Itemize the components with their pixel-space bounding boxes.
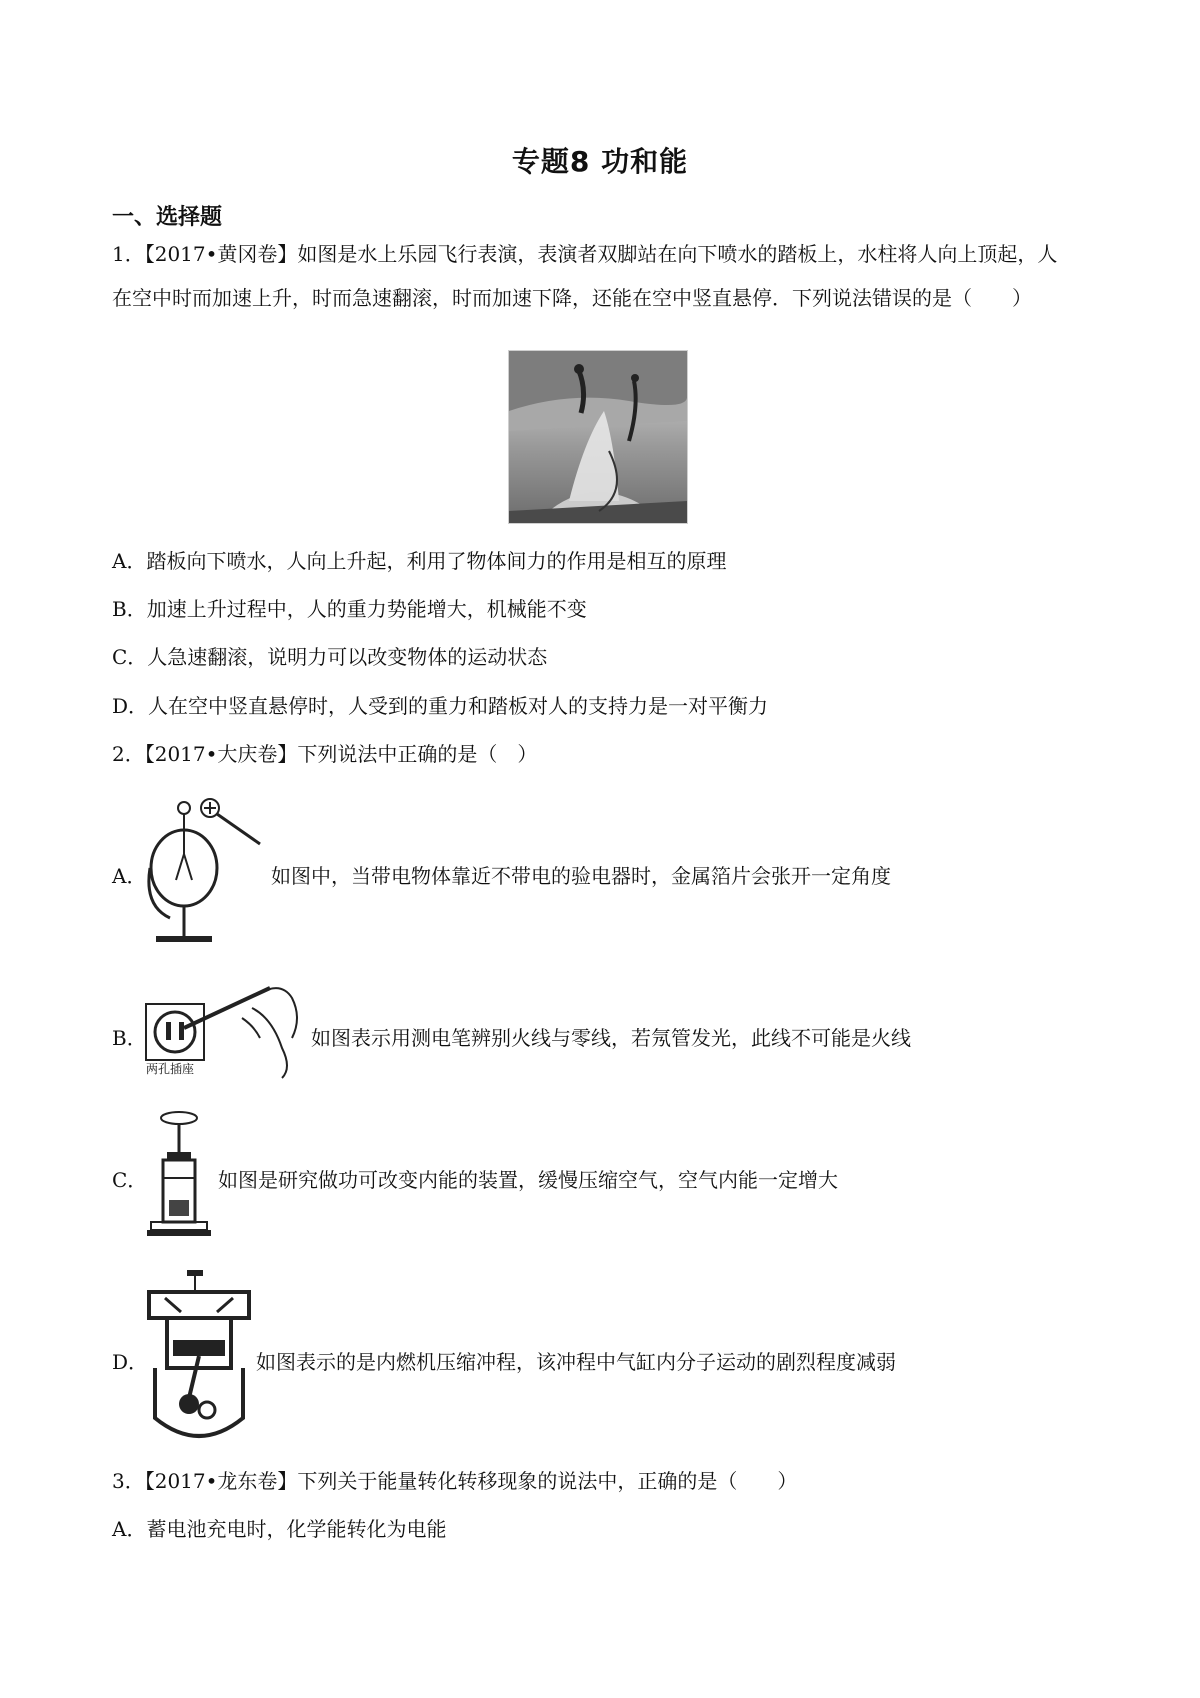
q2-option-c-letter: C． bbox=[112, 1168, 148, 1192]
q2-option-b-text: 如图表示用测电笔辨别火线与零线，若氖管发光，此线不可能是火线 bbox=[311, 1026, 911, 1050]
q2-option-a-letter: A． bbox=[112, 864, 147, 888]
engine-figure bbox=[145, 1268, 255, 1452]
q2-stem: 2．【2017•大庆卷】下列说法中正确的是（ ） bbox=[112, 742, 538, 766]
q2-option-c-text: 如图是研究做功可改变内能的装置，缓慢压缩空气，空气内能一定增大 bbox=[218, 1168, 838, 1192]
q1-stem-line-1: 1．【2017•黄冈卷】如图是水上乐园飞行表演，表演者双脚站在向下喷水的踏板上，水柱将人向上顶起，人 bbox=[112, 242, 1058, 266]
q1-option-a: A．踏板向下喷水，人向上升起，利用了物体间力的作用是相互的原理 bbox=[112, 549, 727, 573]
q1-option-b: B．加速上升过程中，人的重力势能增大，机械能不变 bbox=[112, 597, 587, 621]
water-jetpack-photo bbox=[508, 350, 688, 524]
fire-syringe-icon bbox=[145, 1108, 215, 1248]
socket-caption: 两孔插座 bbox=[146, 1062, 195, 1076]
engine-icon bbox=[145, 1268, 255, 1448]
q3-stem: 3．【2017•龙东卷】下列关于能量转化转移现象的说法中，正确的是（ ） bbox=[112, 1469, 798, 1493]
fire-syringe-figure bbox=[145, 1108, 215, 1252]
electroscope-icon bbox=[142, 796, 272, 956]
q2-option-b-letter: B． bbox=[112, 1026, 147, 1050]
electroscope-figure bbox=[142, 796, 272, 960]
q1-option-c: C．人急速翻滚，说明力可以改变物体的运动状态 bbox=[112, 645, 548, 669]
section-heading: 一、选择题 bbox=[112, 205, 223, 230]
page-title: 专题8 功和能 bbox=[511, 145, 689, 178]
q2-option-d-text: 如图表示的是内燃机压缩冲程，该冲程中气缸内分子运动的剧烈程度减弱 bbox=[256, 1350, 896, 1374]
q1-option-d: D．人在空中竖直悬停时，人受到的重力和踏板对人的支持力是一对平衡力 bbox=[112, 694, 769, 718]
test-pen-figure bbox=[142, 978, 312, 1094]
water-jetpack-image bbox=[509, 351, 687, 523]
q2-option-d-letter: D． bbox=[112, 1350, 149, 1374]
q3-option-a: A．蓄电池充电时，化学能转化为电能 bbox=[112, 1517, 447, 1541]
q1-stem-line-2: 在空中时而加速上升，时而急速翻滚，时而加速下降，还能在空中竖直悬停．下列说法错误的是（ ） bbox=[112, 286, 1032, 310]
q2-option-a-text: 如图中，当带电物体靠近不带电的验电器时，金属箔片会张开一定角度 bbox=[271, 864, 891, 888]
